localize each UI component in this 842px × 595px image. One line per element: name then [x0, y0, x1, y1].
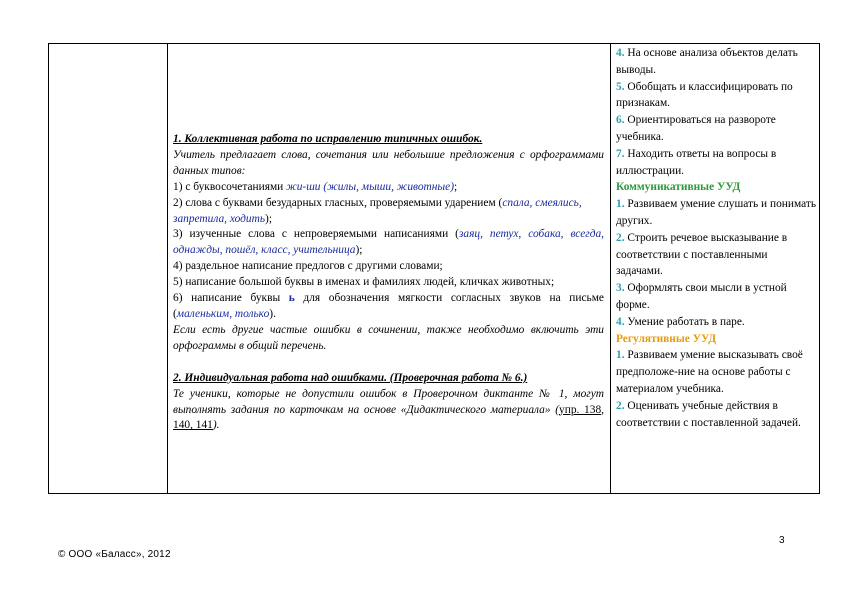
uud-item: 1. Развиваем умение высказывать своё предположе-ние на основе работы с материалом учебника. [616, 349, 803, 395]
uud-item: 2. Строить речевое высказывание в соответствии с поставленными задачами. [616, 231, 788, 278]
spelling-rule-1: 1) с буквосочетаниями жи-ши (жилы, мыши, животные); [173, 180, 458, 193]
spelling-rule-2: 2) слова с буквами безударных гласных, проверяемыми ударением (спала, смеялись, запретила, ходить); [173, 196, 582, 225]
page-number: 3 [779, 535, 785, 546]
communicative-heading: Коммуникативные УУД [616, 181, 741, 194]
uud-item: 7. Находить ответы на вопросы в иллюстрации. [616, 147, 777, 177]
spelling-rule-4: 4) раздельное написание предлогов с другими словами; [173, 260, 443, 273]
spelling-rule-3: 3) изученные слова с непроверяемыми написаниями (заяц, петух, собака, всегда, однажды, пошёл, класс, учительница); [173, 228, 604, 257]
uud-item: 5. Обобщать и классифицировать по признакам. [616, 80, 793, 110]
uud-item: 2. Оценивать учебные действия в соответствии с поставленной задачей. [616, 399, 801, 429]
uud-column [611, 44, 821, 493]
regulatory-heading: Регулятивные УУД [616, 332, 717, 345]
activity-text [173, 132, 604, 434]
uud-item: 3. Оформлять свои мысли в устной форме. [616, 282, 787, 311]
uud-item: 4. Умение работать в паре. [616, 315, 745, 328]
task-1-title: 1. Коллективная работа по исправлению типичных ошибок. [173, 133, 483, 145]
task-1-intro: Учитель предлагает слова, сочетания или небольшие предложения с орфограммами данных типов: [173, 148, 604, 177]
uud-item: 1. Развиваем умение слушать и понимать других. [616, 198, 817, 227]
activity-column [168, 44, 611, 493]
task-2-text: Те ученики, которые не допустили ошибок в Проверочном диктанте № 1, могут выполнять задания по карточкам на основе «Дидактического материала» (упр. 138, 140, 141). [173, 387, 604, 432]
spelling-rule-5: 5) написание большой буквы в именах и фамилиях людей, кличках животных; [173, 276, 555, 289]
uud-list [616, 45, 817, 431]
spelling-rule-6: 6) написание буквы ь для обозначения мягкости согласных звуков на письме (маленьким, только). [173, 292, 604, 320]
stage-column [49, 44, 168, 493]
lesson-table [48, 43, 820, 494]
uud-item: 4. На основе анализа объектов делать выводы. [616, 47, 798, 76]
copyright-footer: © ООО «Баласс», 2012 [58, 549, 171, 560]
uud-item: 6. Ориентироваться на развороте учебника. [616, 114, 776, 143]
task-2-title: 2. Индивидуальная работа над ошибками. (Проверочная работа № 6.) [173, 371, 528, 384]
extra-errors-note: Если есть другие частые ошибки в сочинении, также необходимо включить эти орфограммы в общий перечень. [173, 323, 604, 352]
